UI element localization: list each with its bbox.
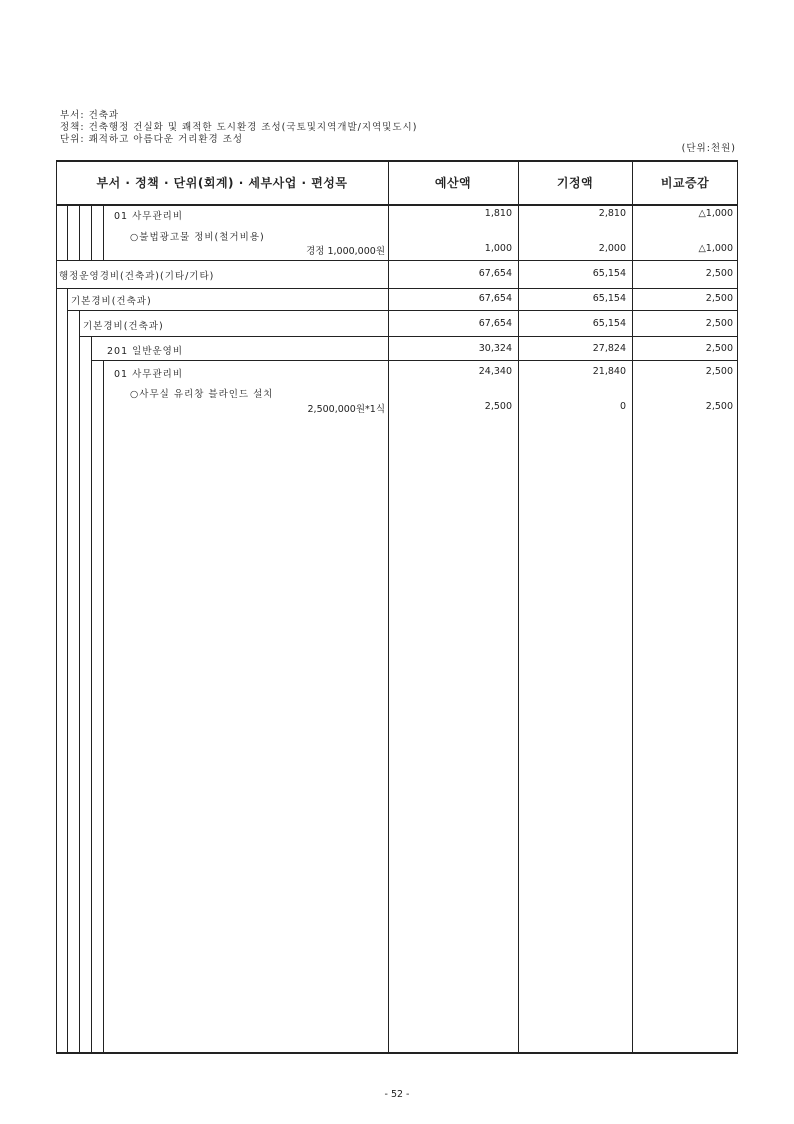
page-number: - 52 - bbox=[384, 1089, 410, 1100]
indent-line bbox=[67, 288, 68, 1054]
row-prior: 2,810 bbox=[598, 208, 626, 219]
row-label: 경정 1,000,000원 bbox=[306, 246, 385, 257]
row-label: 2,500,000원*1식 bbox=[307, 404, 385, 415]
budget-table bbox=[56, 160, 738, 1054]
col-sep-1 bbox=[388, 160, 389, 1054]
row-divider bbox=[91, 360, 738, 361]
row-budget: 67,654 bbox=[478, 318, 512, 329]
row-prior: 0 bbox=[619, 401, 626, 412]
row-budget: 1,000 bbox=[484, 243, 512, 254]
row-budget: 67,654 bbox=[478, 293, 512, 304]
row-diff: 2,500 bbox=[705, 268, 733, 279]
row-budget: 2,500 bbox=[484, 401, 512, 412]
row-label: 01 사무관리비 bbox=[114, 211, 183, 222]
row-budget: 67,654 bbox=[478, 268, 512, 279]
row-prior: 65,154 bbox=[592, 268, 626, 279]
header-budget: 예산액 bbox=[434, 175, 472, 190]
indent-line bbox=[91, 204, 92, 260]
indent-line bbox=[67, 204, 68, 260]
row-prior: 65,154 bbox=[592, 293, 626, 304]
row-label: ○사무실 유리창 블라인드 설치 bbox=[130, 389, 274, 400]
row-label: ○불법광고물 정비(철거비용) bbox=[130, 232, 265, 243]
indent-line bbox=[91, 336, 92, 1054]
row-label: 행정운영경비(건축과)(기타/기타) bbox=[59, 271, 215, 282]
row-budget: 24,340 bbox=[478, 366, 512, 377]
row-prior: 65,154 bbox=[592, 318, 626, 329]
col-sep-2 bbox=[518, 160, 519, 1054]
row-label: 01 사무관리비 bbox=[114, 369, 183, 380]
department-line: 부서: 건축과 bbox=[60, 110, 120, 121]
row-diff: 2,500 bbox=[705, 293, 733, 304]
col-sep-3 bbox=[632, 160, 633, 1054]
row-budget: 30,324 bbox=[478, 343, 512, 354]
indent-line bbox=[103, 204, 104, 260]
row-diff: △1,000 bbox=[698, 243, 733, 254]
row-divider bbox=[56, 260, 738, 261]
row-diff: 2,500 bbox=[705, 366, 733, 377]
row-divider bbox=[56, 288, 738, 289]
row-diff: △1,000 bbox=[698, 208, 733, 219]
unit-program-line: 단위: 쾌적하고 아름다운 거리환경 조성 bbox=[60, 134, 244, 145]
row-divider bbox=[67, 310, 738, 311]
row-prior: 27,824 bbox=[592, 343, 626, 354]
policy-line: 정책: 건축행정 건실화 및 쾌적한 도시환경 조성(국토및지역개발/지역및도시) bbox=[60, 122, 418, 133]
indent-line bbox=[103, 360, 104, 1054]
row-divider bbox=[79, 336, 738, 337]
header-prior: 기정액 bbox=[556, 175, 594, 190]
row-diff: 2,500 bbox=[705, 318, 733, 329]
header-divider bbox=[56, 204, 738, 206]
unit-label: (단위:천원) bbox=[681, 143, 736, 154]
row-budget: 1,810 bbox=[484, 208, 512, 219]
row-label: 기본경비(건축과) bbox=[83, 321, 164, 332]
indent-line bbox=[79, 204, 80, 260]
indent-line bbox=[79, 310, 80, 1054]
row-label: 기본경비(건축과) bbox=[71, 296, 152, 307]
row-prior: 2,000 bbox=[598, 243, 626, 254]
header-diff: 비교증감 bbox=[660, 175, 710, 190]
row-label: 201 일반운영비 bbox=[107, 346, 184, 357]
row-diff: 2,500 bbox=[705, 401, 733, 412]
header-category: 부서 · 정책 · 단위(회계) · 세부사업 · 편성목 bbox=[96, 175, 348, 190]
row-diff: 2,500 bbox=[705, 343, 733, 354]
row-prior: 21,840 bbox=[592, 366, 626, 377]
